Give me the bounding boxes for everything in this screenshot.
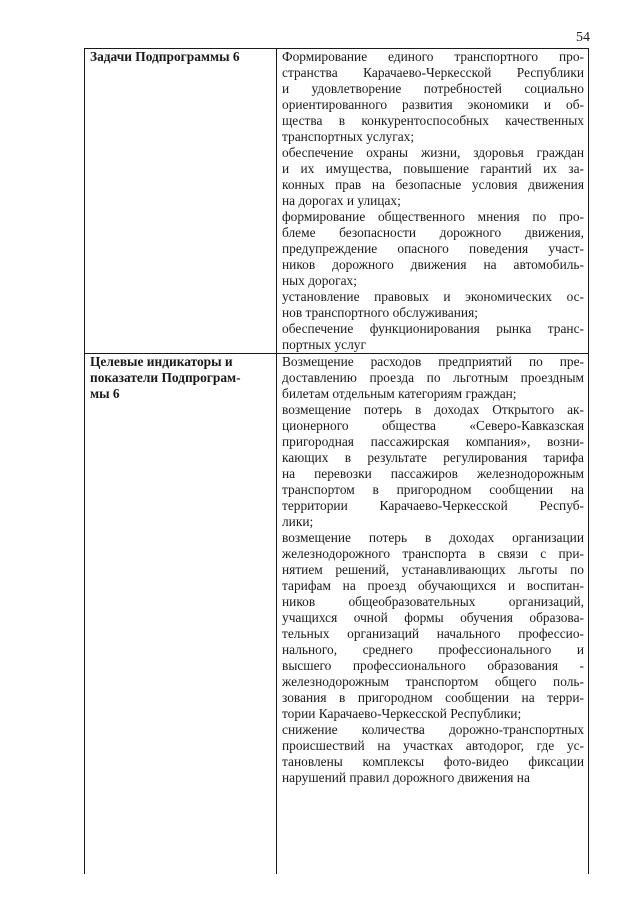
text-line: ционерного общества «Северо-Кавказская <box>282 418 584 433</box>
text-line: нов транспортного обслуживания; <box>282 305 478 320</box>
text-line: блеме безопасности дорожного движения, <box>282 225 584 240</box>
text-line: возмещение потерь в доходах Открытого ак- <box>282 402 584 417</box>
text-line: возмещение потерь в доходах организации <box>282 530 584 545</box>
text-line: и их имущества, повышение гарантий их за- <box>282 161 584 176</box>
text-line: доставлению проезда по льготным проездным <box>282 370 584 385</box>
text-line: предупреждение опасного поведения участ- <box>282 241 584 256</box>
text-line: зования в пригородном сообщении на терри- <box>282 690 584 705</box>
text-line: кающих в результате регулирования тарифа <box>282 450 584 465</box>
text-line: формирование общественного мнения по про- <box>282 209 584 224</box>
text-line: учащихся очной формы обучения образова- <box>282 610 584 625</box>
text-line: ориентированного развития экономики и об- <box>282 97 584 112</box>
row-label <box>85 49 277 354</box>
text-line: Формирование единого транспортного про- <box>282 49 584 64</box>
text-line: лики; <box>282 514 314 529</box>
row-label-text: Задачи Подпрограммы 6 <box>90 49 240 64</box>
text-line: тановлены комплексы фото-видео фиксации <box>282 754 584 769</box>
text-line: транспортных услугах; <box>282 129 415 144</box>
text-line: нарушений правил дорожного движения на <box>282 770 530 785</box>
text-line: ников дорожного движения на автомобиль- <box>282 257 584 272</box>
text-line: тельных организаций начального профессио- <box>282 626 584 641</box>
text-line: нального, среднего профессионального и <box>282 642 584 657</box>
text-line: конных прав на безопасные условия движения <box>282 177 584 192</box>
row-content <box>277 354 589 875</box>
text-line: билетам отдельным категориям граждан; <box>282 386 517 401</box>
text-line: и удовлетворение потребностей социально <box>282 81 584 96</box>
text-line: Возмещение расходов предприятий по пре- <box>282 354 584 369</box>
page-number: 54 <box>576 30 590 45</box>
row-content <box>277 49 589 354</box>
text-line: высшего профессионального образования - <box>282 658 584 673</box>
text-line: пригородная пассажирская компания», возни- <box>282 434 584 449</box>
text-line: железнодорожного транспорта в связи с при- <box>282 546 584 561</box>
table-row <box>85 354 589 875</box>
row-label-line: мы 6 <box>90 386 120 401</box>
text-line: щества в конкурентоспособных качественных <box>282 113 584 128</box>
row-label-line: Целевые индикаторы и <box>90 354 233 369</box>
text-line: странства Карачаево-Черкесской Республики <box>282 65 584 80</box>
document-table <box>84 48 589 874</box>
text-line: ных дорогах; <box>282 273 357 288</box>
text-line: обеспечение функционирования рынка транс- <box>282 321 584 336</box>
row-label-line: показатели Подпрограм- <box>90 370 241 385</box>
text-line: портных услуг <box>282 337 366 352</box>
text-line: снижение количества дорожно-транспортных <box>282 722 584 737</box>
table-row <box>85 49 589 354</box>
text-line: происшествий на участках автодорог, где ус- <box>282 738 584 753</box>
text-line: тарифам на проезд обучающихся и воспитан- <box>282 578 584 593</box>
text-line: железнодорожным транспортом общего поль- <box>282 674 584 689</box>
text-line: нятием решений, устанавливающих льготы по <box>282 562 584 577</box>
text-line: обеспечение охраны жизни, здоровья граждан <box>282 145 584 160</box>
text-line: на дорогах и улицах; <box>282 193 401 208</box>
row-label <box>85 354 277 875</box>
text-line: на перевозки пассажиров железнодорожным <box>282 466 584 481</box>
text-line: ников общеобразовательных организаций, <box>282 594 584 609</box>
text-line: транспортом в пригородном сообщении на <box>282 482 584 497</box>
text-line: территории Карачаево-Черкесской Респуб- <box>282 498 584 513</box>
text-line: установление правовых и экономических ос- <box>282 289 584 304</box>
text-line: тории Карачаево-Черкесской Республики; <box>282 706 522 721</box>
